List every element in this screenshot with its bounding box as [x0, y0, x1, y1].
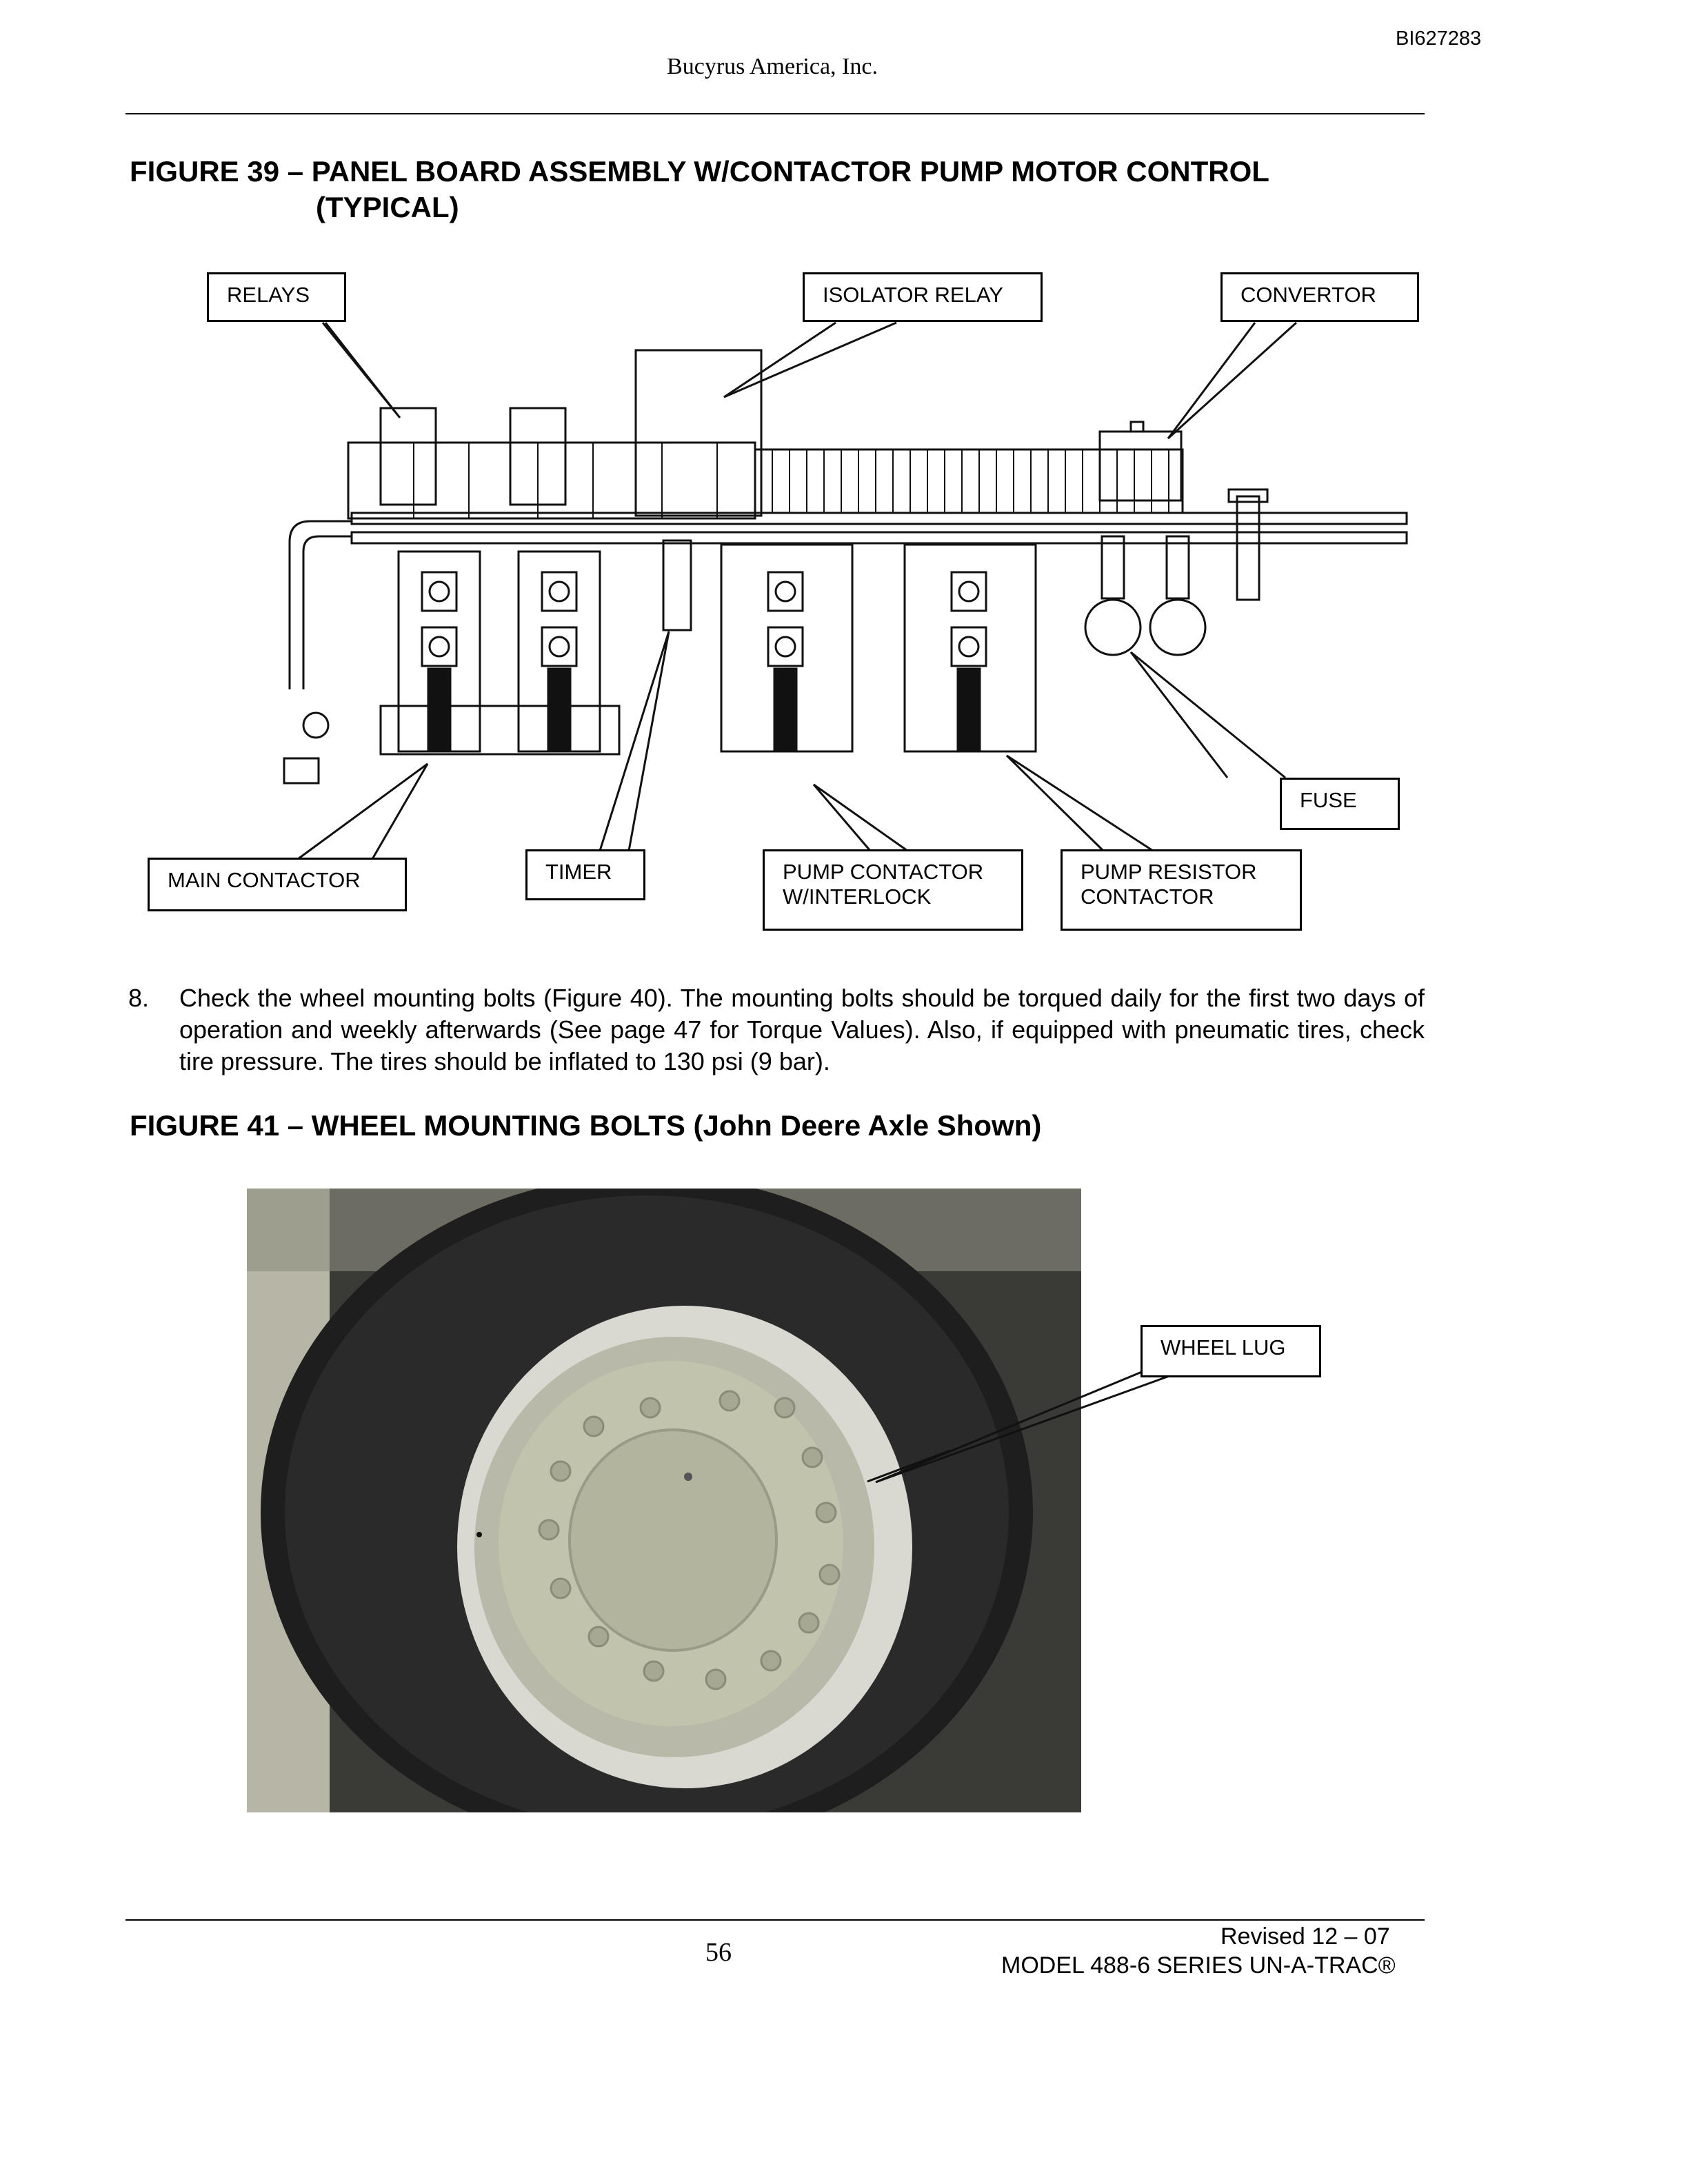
- company-header: Bucyrus America, Inc.: [667, 54, 878, 79]
- header-rule: [125, 113, 1425, 114]
- figure-41-title: FIGURE 41 – WHEEL MOUNTING BOLTS (John Deere Axle Shown): [130, 1109, 1042, 1142]
- step-number: 8.: [128, 984, 150, 1012]
- revision-date: Revised 12 – 07: [1220, 1923, 1390, 1950]
- callout-pump-resistor-contactor: [1061, 849, 1302, 931]
- pump-resistor-line1: PUMP RESISTOR: [1081, 860, 1257, 884]
- panel-board-diagram: [138, 262, 1414, 938]
- figure-39-title: FIGURE 39 – PANEL BOARD ASSEMBLY W/CONTACTOR PUMP MOTOR CONTROL: [130, 155, 1269, 188]
- callout-fuse: FUSE: [1280, 778, 1400, 830]
- callout-pump-contactor: [763, 849, 1023, 931]
- page-number: 56: [705, 1938, 732, 1967]
- callout-wheel-lug: WHEEL LUG: [1141, 1325, 1321, 1377]
- footer-rule: [125, 1919, 1425, 1921]
- callout-relays: RELAYS: [207, 272, 346, 322]
- figure-39-subtitle: (TYPICAL): [316, 191, 459, 223]
- pump-contactor-line2: W/INTERLOCK: [783, 884, 932, 909]
- pump-contactor-line1: PUMP CONTACTOR: [783, 860, 984, 884]
- wheel-photo: [247, 1189, 1081, 1812]
- step-text: Check the wheel mounting bolts (Figure 40). The mounting bolts should be torqued daily for the first two days of operation and weekly afterwards (See page 47 for Torque Values). Also, if equipped with pneumatic tires, check tire pressure. The tires should be inflated to 130 psi (9 bar).: [179, 984, 1425, 1075]
- pump-resistor-line2: CONTACTOR: [1081, 884, 1214, 909]
- model-name: MODEL 488-6 SERIES UN-A-TRAC®: [1001, 1952, 1396, 1979]
- callout-main-contactor: MAIN CONTACTOR: [148, 858, 407, 911]
- callout-convertor: CONVERTOR: [1220, 272, 1419, 322]
- document-id: BI627283: [1396, 28, 1482, 50]
- callout-isolator-relay: ISOLATOR RELAY: [803, 272, 1043, 322]
- callout-timer: TIMER: [525, 849, 645, 900]
